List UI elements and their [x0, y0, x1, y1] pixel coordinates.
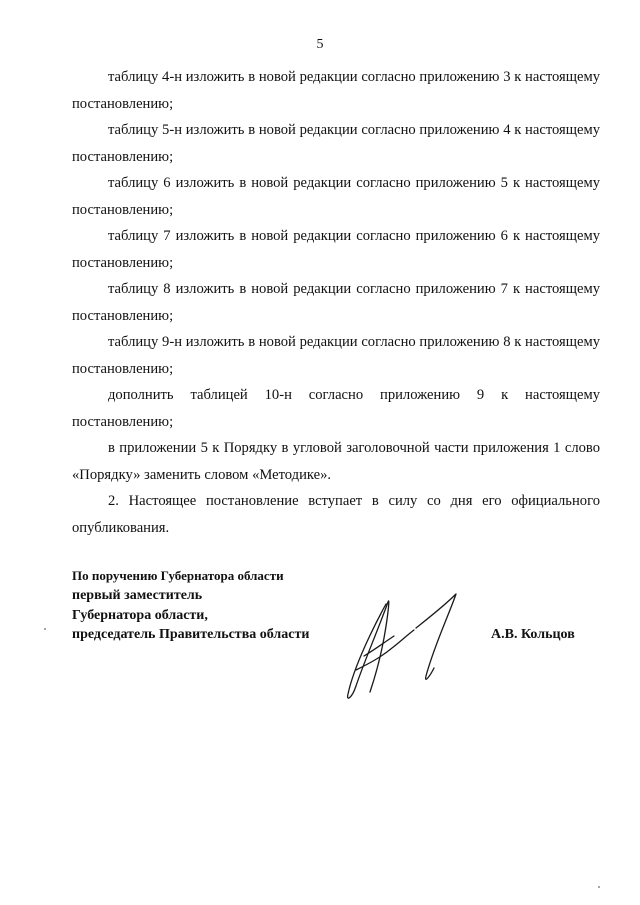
paragraph-table-8: таблицу 8 изложить в новой редакции согласно приложению 7 к настоящему постановлению;: [72, 281, 600, 324]
signer-name: А.В. Кольцов: [491, 627, 575, 642]
paragraph-table-4n: таблицу 4-н изложить в новой редакции согласно приложению 3 к настоящему постановлению;: [72, 69, 600, 112]
document-body: [72, 64, 600, 541]
paragraph-table-7: таблицу 7 изложить в новой редакции согласно приложению 6 к настоящему постановлению;: [72, 228, 600, 271]
signature-title-line-1: первый заместитель: [72, 588, 203, 603]
signature-title-line-3: председатель Правительства области: [72, 627, 310, 642]
paragraph-table-9n: таблицу 9-н изложить в новой редакции согласно приложению 8 к настоящему постановлению;: [72, 334, 600, 377]
paragraph-appendix-5: в приложении 5 к Порядку в угловой заголовочной части приложения 1 слово «Порядку» заменить словом «Методике».: [72, 440, 600, 483]
scan-dot-bottom-right: [598, 886, 600, 888]
handwritten-signature: [334, 586, 484, 706]
scan-dot-left: [44, 628, 46, 630]
page-number: 5: [316, 37, 324, 52]
paragraph-table-10n: дополнить таблицей 10-н согласно приложению 9 к настоящему постановлению;: [72, 387, 600, 430]
paragraph-effective-date: 2. Настоящее постановление вступает в силу со дня его официального опубликования.: [72, 493, 600, 536]
signature-block: [72, 568, 612, 708]
paragraph-table-5n: таблицу 5-н изложить в новой редакции согласно приложению 4 к настоящему постановлению;: [72, 122, 600, 165]
paragraph-table-6: таблицу 6 изложить в новой редакции согласно приложению 5 к настоящему постановлению;: [72, 175, 600, 218]
signature-on-behalf: По поручению Губернатора области: [72, 568, 284, 583]
signature-title-line-2: Губернатора области,: [72, 608, 208, 623]
